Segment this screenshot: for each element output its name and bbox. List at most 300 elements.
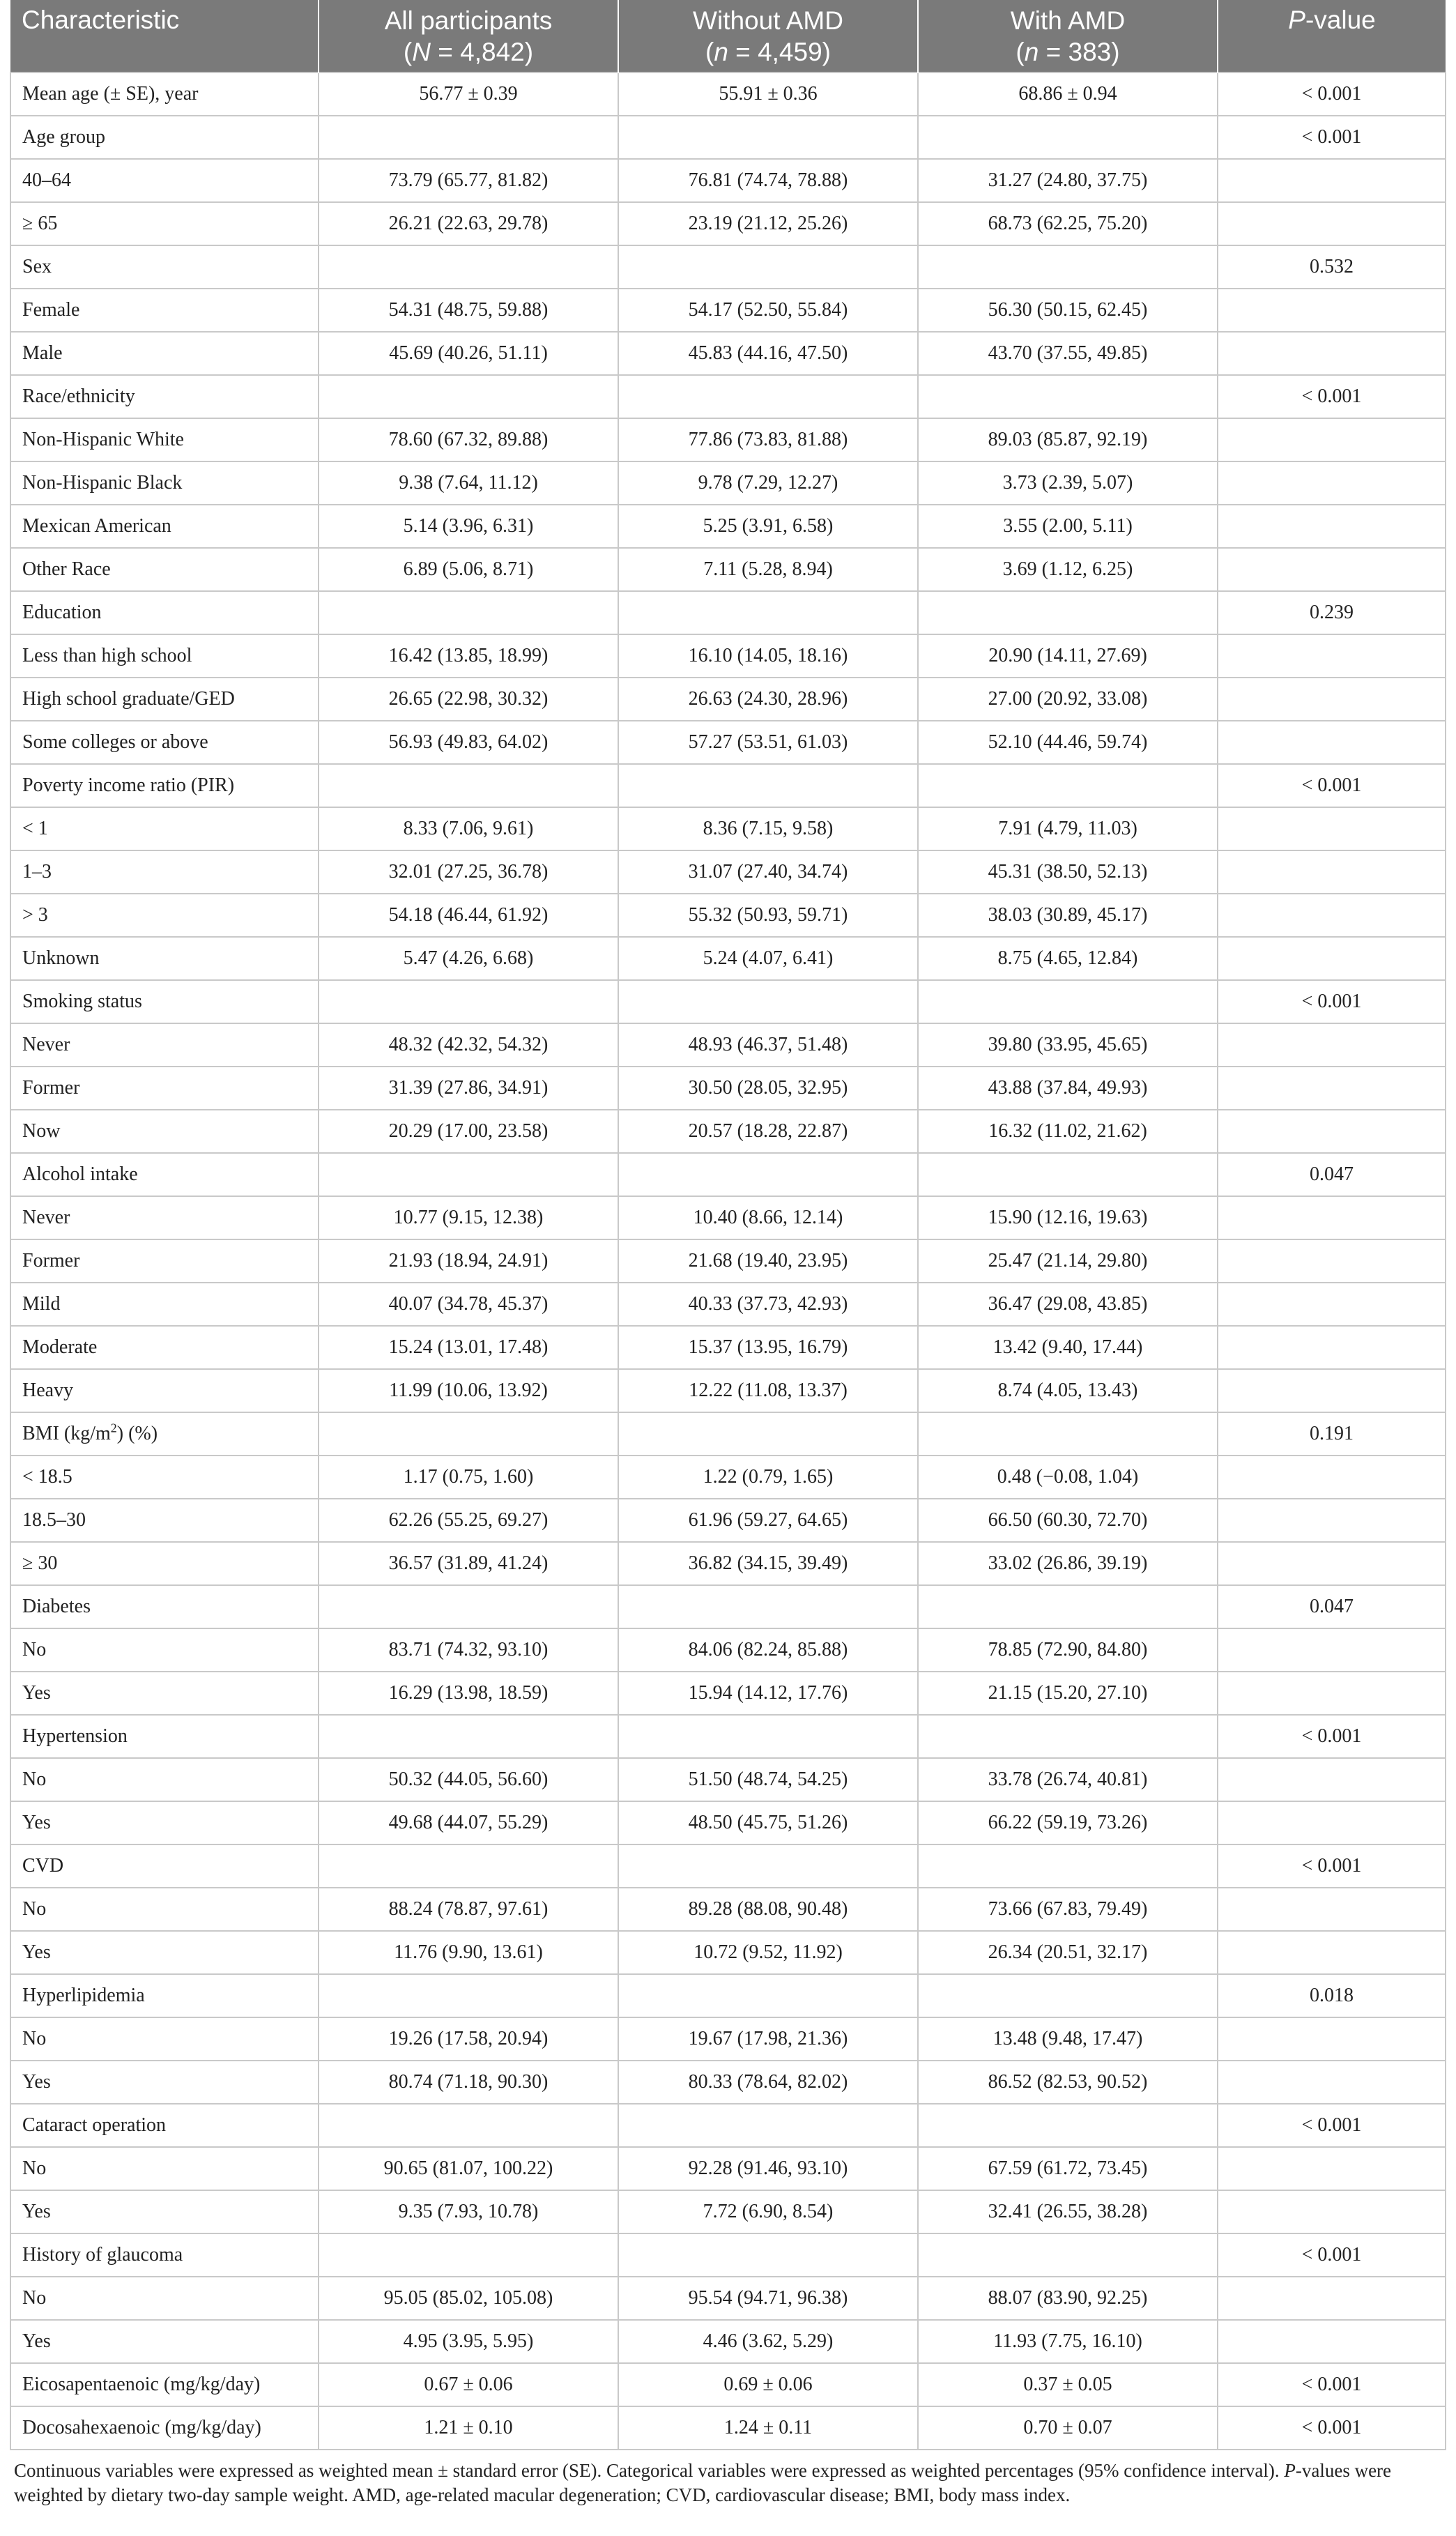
cell-with-amd: 78.85 (72.90, 84.80) [918, 1628, 1218, 1672]
cell-p-value: 0.047 [1218, 1153, 1446, 1196]
row-label-text: No [22, 1639, 47, 1660]
cell-all-participants: 56.93 (49.83, 64.02) [319, 721, 618, 764]
cell-without-amd: 61.96 (59.27, 64.65) [618, 1499, 918, 1542]
cell-with-amd [918, 2233, 1218, 2277]
row-label-text: Some colleges or above [22, 731, 208, 753]
cell-without-amd: 0.69 ± 0.06 [618, 2363, 918, 2406]
row-label-text: ≥ 65 [22, 213, 58, 234]
row-label [10, 1628, 319, 1672]
cell-with-amd: 8.74 (4.05, 13.43) [918, 1369, 1218, 1412]
table-row [10, 894, 1446, 937]
cell-all-participants: 36.57 (31.89, 41.24) [319, 1542, 618, 1585]
cell-with-amd: 15.90 (12.16, 19.63) [918, 1196, 1218, 1239]
cell-with-amd: 8.75 (4.65, 12.84) [918, 937, 1218, 980]
cell-p-value: < 0.001 [1218, 2406, 1446, 2450]
cell-all-participants: 95.05 (85.02, 105.08) [319, 2277, 618, 2320]
footnote-p-letter: P [1284, 2460, 1296, 2481]
row-label-text: High school graduate/GED [22, 688, 235, 710]
table-row [10, 505, 1446, 548]
cell-with-amd: 56.30 (50.15, 62.45) [918, 289, 1218, 332]
cell-with-amd: 68.86 ± 0.94 [918, 72, 1218, 116]
table-row [10, 418, 1446, 461]
cell-without-amd [618, 116, 918, 159]
cell-without-amd: 51.50 (48.74, 54.25) [618, 1758, 918, 1801]
cell-all-participants: 40.07 (34.78, 45.37) [319, 1283, 618, 1326]
cell-p-value [1218, 1888, 1446, 1931]
cell-without-amd: 77.86 (73.83, 81.88) [618, 418, 918, 461]
cell-with-amd: 67.59 (61.72, 73.45) [918, 2147, 1218, 2190]
cell-with-amd: 13.48 (9.48, 17.47) [918, 2017, 1218, 2061]
cell-all-participants [319, 245, 618, 289]
row-label-text: Hyperlipidemia [22, 1985, 145, 2006]
cell-p-value [1218, 807, 1446, 850]
cell-without-amd [618, 980, 918, 1023]
cell-without-amd: 7.11 (5.28, 8.94) [618, 548, 918, 591]
cell-all-participants: 5.47 (4.26, 6.68) [319, 937, 618, 980]
cell-with-amd [918, 1585, 1218, 1628]
table-row [10, 1758, 1446, 1801]
cell-p-value [1218, 159, 1446, 202]
cell-without-amd [618, 2104, 918, 2147]
table-header [10, 0, 1446, 72]
cell-with-amd: 86.52 (82.53, 90.52) [918, 2061, 1218, 2104]
row-label [10, 1023, 319, 1067]
table-row [10, 375, 1446, 418]
table-row [10, 1974, 1446, 2017]
table-row [10, 1326, 1446, 1369]
table-row [10, 634, 1446, 678]
table-row [10, 289, 1446, 332]
header-all-title: All participants [384, 6, 553, 35]
cell-without-amd: 89.28 (88.08, 90.48) [618, 1888, 918, 1931]
row-label [10, 1456, 319, 1499]
row-label [10, 2017, 319, 2061]
cell-with-amd: 13.42 (9.40, 17.44) [918, 1326, 1218, 1369]
row-label [10, 1153, 319, 1196]
cell-with-amd: 20.90 (14.11, 27.69) [918, 634, 1218, 678]
cell-all-participants [319, 1844, 618, 1888]
cell-with-amd: 89.03 (85.87, 92.19) [918, 418, 1218, 461]
row-label [10, 721, 319, 764]
cell-all-participants: 78.60 (67.32, 89.88) [319, 418, 618, 461]
row-label-text: Docosahexaenoic (mg/kg/day) [22, 2417, 261, 2438]
cell-with-amd [918, 764, 1218, 807]
cell-without-amd: 5.24 (4.07, 6.41) [618, 937, 918, 980]
row-label-text: 1–3 [22, 861, 52, 883]
header-without-n-value: 4,459 [758, 37, 822, 66]
row-label-text: Now [22, 1120, 61, 1142]
cell-with-amd: 11.93 (7.75, 16.10) [918, 2320, 1218, 2363]
cell-p-value [1218, 1499, 1446, 1542]
header-characteristic: Characteristic [10, 0, 319, 72]
row-label [10, 1758, 319, 1801]
cell-with-amd: 33.02 (26.86, 39.19) [918, 1542, 1218, 1585]
row-label [10, 1110, 319, 1153]
row-label [10, 1888, 319, 1931]
cell-all-participants: 9.38 (7.64, 11.12) [319, 461, 618, 505]
cell-all-participants: 48.32 (42.32, 54.32) [319, 1023, 618, 1067]
row-label-text: Less than high school [22, 645, 192, 666]
header-p-suffix: -value [1305, 6, 1376, 34]
table-row [10, 1239, 1446, 1283]
row-label [10, 505, 319, 548]
cell-all-participants: 83.71 (74.32, 93.10) [319, 1628, 618, 1672]
row-label-text: Female [22, 299, 80, 321]
cell-p-value [1218, 202, 1446, 245]
cell-without-amd [618, 1844, 918, 1888]
cell-with-amd [918, 2104, 1218, 2147]
cell-with-amd: 3.73 (2.39, 5.07) [918, 461, 1218, 505]
cell-p-value: < 0.001 [1218, 1844, 1446, 1888]
cell-all-participants: 11.76 (9.90, 13.61) [319, 1931, 618, 1974]
cell-p-value [1218, 2320, 1446, 2363]
row-label [10, 1801, 319, 1844]
cell-all-participants: 73.79 (65.77, 81.82) [319, 159, 618, 202]
row-label-text: Yes [22, 1941, 51, 1963]
table-row [10, 1153, 1446, 1196]
row-label-text: Moderate [22, 1336, 98, 1358]
cell-p-value: < 0.001 [1218, 2233, 1446, 2277]
cell-p-value [1218, 2147, 1446, 2190]
cell-all-participants: 19.26 (17.58, 20.94) [319, 2017, 618, 2061]
footnote-part1: Continuous variables were expressed as weighted mean ± standard error (SE). Categorical variables were expressed as weighted percentages (95% confidence interval). [14, 2460, 1285, 2481]
row-label [10, 2147, 319, 2190]
cell-p-value: < 0.001 [1218, 72, 1446, 116]
cell-all-participants: 26.21 (22.63, 29.78) [319, 202, 618, 245]
row-label-text: Education [22, 602, 102, 623]
cell-all-participants: 32.01 (27.25, 36.78) [319, 850, 618, 894]
row-label [10, 850, 319, 894]
cell-without-amd: 20.57 (18.28, 22.87) [618, 1110, 918, 1153]
cell-without-amd [618, 1412, 918, 1456]
cell-without-amd: 55.32 (50.93, 59.71) [618, 894, 918, 937]
table-row [10, 2190, 1446, 2233]
cell-all-participants: 1.17 (0.75, 1.60) [319, 1456, 618, 1499]
header-without-n-var: n [714, 37, 728, 66]
row-label [10, 2406, 319, 2450]
row-label [10, 1974, 319, 2017]
table-row [10, 1196, 1446, 1239]
table-row [10, 1023, 1446, 1067]
table-row [10, 1888, 1446, 1931]
cell-with-amd: 3.69 (1.12, 6.25) [918, 548, 1218, 591]
cell-all-participants [319, 1715, 618, 1758]
cell-p-value: < 0.001 [1218, 2104, 1446, 2147]
cell-p-value [1218, 1801, 1446, 1844]
cell-all-participants: 11.99 (10.06, 13.92) [319, 1369, 618, 1412]
cell-without-amd: 16.10 (14.05, 18.16) [618, 634, 918, 678]
cell-p-value [1218, 289, 1446, 332]
cell-with-amd [918, 1844, 1218, 1888]
table-footnote [10, 2459, 1445, 2507]
cell-with-amd: 43.70 (37.55, 49.85) [918, 332, 1218, 375]
row-label [10, 1672, 319, 1715]
cell-without-amd: 80.33 (78.64, 82.02) [618, 2061, 918, 2104]
cell-with-amd: 0.70 ± 0.07 [918, 2406, 1218, 2450]
table-row [10, 2320, 1446, 2363]
row-label [10, 591, 319, 634]
row-label-text: Sex [22, 256, 52, 277]
cell-without-amd: 15.37 (13.95, 16.79) [618, 1326, 918, 1369]
row-label-text: Non-Hispanic Black [22, 472, 183, 494]
cell-all-participants: 10.77 (9.15, 12.38) [319, 1196, 618, 1239]
row-label-text: Yes [22, 2330, 51, 2352]
cell-with-amd: 3.55 (2.00, 5.11) [918, 505, 1218, 548]
cell-without-amd: 1.22 (0.79, 1.65) [618, 1456, 918, 1499]
cell-without-amd: 9.78 (7.29, 12.27) [618, 461, 918, 505]
cell-without-amd: 57.27 (53.51, 61.03) [618, 721, 918, 764]
header-with-n: (n = 383) [1016, 37, 1120, 66]
row-label-text: 40–64 [22, 169, 71, 191]
cell-p-value [1218, 2277, 1446, 2320]
cell-with-amd [918, 1412, 1218, 1456]
header-without-n: (n = 4,459) [705, 37, 831, 66]
cell-p-value: < 0.001 [1218, 375, 1446, 418]
cell-without-amd: 76.81 (74.74, 78.88) [618, 159, 918, 202]
table-row [10, 1542, 1446, 1585]
row-label [10, 2061, 319, 2104]
row-label-text: Smoking status [22, 991, 142, 1012]
cell-without-amd [618, 1715, 918, 1758]
table-row [10, 2061, 1446, 2104]
row-label [10, 1931, 319, 1974]
row-label-text: BMI (kg/m [22, 1423, 111, 1444]
cell-all-participants: 15.24 (13.01, 17.48) [319, 1326, 618, 1369]
cell-all-participants: 8.33 (7.06, 9.61) [319, 807, 618, 850]
table-row [10, 1499, 1446, 1542]
cell-without-amd: 84.06 (82.24, 85.88) [618, 1628, 918, 1672]
cell-with-amd: 45.31 (38.50, 52.13) [918, 850, 1218, 894]
row-label [10, 2233, 319, 2277]
cell-with-amd: 21.15 (15.20, 27.10) [918, 1672, 1218, 1715]
row-label [10, 461, 319, 505]
cell-with-amd: 73.66 (67.83, 79.49) [918, 1888, 1218, 1931]
cell-without-amd: 55.91 ± 0.36 [618, 72, 918, 116]
table-row [10, 1067, 1446, 1110]
row-label [10, 2320, 319, 2363]
cell-with-amd [918, 375, 1218, 418]
cell-with-amd: 68.73 (62.25, 75.20) [918, 202, 1218, 245]
row-label [10, 418, 319, 461]
table-row [10, 678, 1446, 721]
cell-all-participants [319, 116, 618, 159]
cell-without-amd: 10.40 (8.66, 12.14) [618, 1196, 918, 1239]
cell-with-amd [918, 980, 1218, 1023]
table-row [10, 937, 1446, 980]
row-label [10, 2363, 319, 2406]
table-row [10, 2363, 1446, 2406]
row-label-text: Never [22, 1034, 70, 1055]
row-label [10, 332, 319, 375]
table-row [10, 1801, 1446, 1844]
cell-without-amd: 48.93 (46.37, 51.48) [618, 1023, 918, 1067]
footnote-part2: -values were weighted by dietary two-day sample weight. AMD, age-related macular degeneration; CVD, cardiovascular disease; BMI, body mass index. [14, 2460, 1392, 2505]
cell-without-amd: 30.50 (28.05, 32.95) [618, 1067, 918, 1110]
cell-p-value: < 0.001 [1218, 2363, 1446, 2406]
cell-without-amd [618, 591, 918, 634]
cell-without-amd: 10.72 (9.52, 11.92) [618, 1931, 918, 1974]
table-row [10, 72, 1446, 116]
row-label-text: Diabetes [22, 1596, 91, 1617]
cell-p-value [1218, 1369, 1446, 1412]
table-row [10, 116, 1446, 159]
cell-p-value [1218, 1326, 1446, 1369]
row-label-text: ≥ 30 [22, 1552, 58, 1574]
cell-all-participants [319, 980, 618, 1023]
baseline-characteristics-table [10, 0, 1446, 2450]
cell-with-amd: 38.03 (30.89, 45.17) [918, 894, 1218, 937]
row-label-text: Other Race [22, 558, 111, 580]
cell-without-amd: 40.33 (37.73, 42.93) [618, 1283, 918, 1326]
cell-all-participants: 45.69 (40.26, 51.11) [319, 332, 618, 375]
cell-p-value [1218, 2190, 1446, 2233]
row-label [10, 245, 319, 289]
cell-p-value [1218, 1931, 1446, 1974]
cell-p-value [1218, 2017, 1446, 2061]
row-label-text: Yes [22, 1812, 51, 1833]
cell-with-amd [918, 245, 1218, 289]
cell-with-amd: 26.34 (20.51, 32.17) [918, 1931, 1218, 1974]
row-label-text: No [22, 1769, 47, 1790]
cell-with-amd: 7.91 (4.79, 11.03) [918, 807, 1218, 850]
cell-all-participants: 1.21 ± 0.10 [319, 2406, 618, 2450]
row-label-text: CVD [22, 1855, 64, 1877]
cell-with-amd: 32.41 (26.55, 38.28) [918, 2190, 1218, 2233]
cell-all-participants [319, 2104, 618, 2147]
cell-all-participants [319, 1153, 618, 1196]
row-label-text: Heavy [22, 1380, 74, 1401]
cell-with-amd: 39.80 (33.95, 45.65) [918, 1023, 1218, 1067]
row-label [10, 72, 319, 116]
header-row [10, 0, 1446, 72]
row-label-text: Eicosapentaenoic (mg/kg/day) [22, 2374, 261, 2395]
row-label [10, 980, 319, 1023]
row-label [10, 1499, 319, 1542]
header-p-value [1218, 0, 1446, 72]
cell-all-participants [319, 764, 618, 807]
row-label-text: Never [22, 1207, 70, 1228]
table-row [10, 721, 1446, 764]
header-p-letter: P [1288, 6, 1305, 34]
cell-with-amd [918, 591, 1218, 634]
cell-p-value: 0.532 [1218, 245, 1446, 289]
row-label-text: No [22, 2287, 47, 2309]
table-row [10, 2277, 1446, 2320]
table-row [10, 2017, 1446, 2061]
row-label-text: Alcohol intake [22, 1163, 138, 1185]
cell-all-participants [319, 1974, 618, 2017]
cell-p-value: 0.239 [1218, 591, 1446, 634]
cell-without-amd: 36.82 (34.15, 39.49) [618, 1542, 918, 1585]
table-row [10, 245, 1446, 289]
table-row [10, 591, 1446, 634]
cell-p-value [1218, 1628, 1446, 1672]
table-row [10, 1283, 1446, 1326]
cell-p-value [1218, 418, 1446, 461]
cell-without-amd: 4.46 (3.62, 5.29) [618, 2320, 918, 2363]
cell-p-value [1218, 1067, 1446, 1110]
cell-without-amd: 92.28 (91.46, 93.10) [618, 2147, 918, 2190]
cell-without-amd: 31.07 (27.40, 34.74) [618, 850, 918, 894]
row-label [10, 807, 319, 850]
cell-without-amd: 12.22 (11.08, 13.37) [618, 1369, 918, 1412]
cell-with-amd: 0.48 (−0.08, 1.04) [918, 1456, 1218, 1499]
cell-p-value [1218, 1672, 1446, 1715]
cell-all-participants: 16.29 (13.98, 18.59) [319, 1672, 618, 1715]
cell-p-value [1218, 894, 1446, 937]
row-label-text: Non-Hispanic White [22, 429, 184, 450]
row-label-text: Former [22, 1250, 80, 1271]
row-label-text: Unknown [22, 947, 100, 969]
cell-without-amd: 54.17 (52.50, 55.84) [618, 289, 918, 332]
table-row [10, 548, 1446, 591]
cell-with-amd: 52.10 (44.46, 59.74) [918, 721, 1218, 764]
cell-without-amd: 5.25 (3.91, 6.58) [618, 505, 918, 548]
cell-without-amd: 95.54 (94.71, 96.38) [618, 2277, 918, 2320]
cell-all-participants: 6.89 (5.06, 8.71) [319, 548, 618, 591]
cell-all-participants: 54.18 (46.44, 61.92) [319, 894, 618, 937]
row-label [10, 634, 319, 678]
cell-all-participants [319, 1412, 618, 1456]
header-with-n-var: n [1024, 37, 1039, 66]
cell-p-value: 0.047 [1218, 1585, 1446, 1628]
cell-all-participants: 4.95 (3.95, 5.95) [319, 2320, 618, 2363]
cell-with-amd: 36.47 (29.08, 43.85) [918, 1283, 1218, 1326]
cell-p-value [1218, 505, 1446, 548]
header-all-n-var: N [412, 37, 431, 66]
cell-without-amd [618, 1974, 918, 2017]
row-label [10, 678, 319, 721]
cell-all-participants: 26.65 (22.98, 30.32) [319, 678, 618, 721]
table-row [10, 202, 1446, 245]
cell-all-participants: 21.93 (18.94, 24.91) [319, 1239, 618, 1283]
cell-without-amd [618, 2233, 918, 2277]
cell-with-amd [918, 116, 1218, 159]
row-label [10, 937, 319, 980]
table-row [10, 461, 1446, 505]
table-row [10, 850, 1446, 894]
cell-without-amd: 26.63 (24.30, 28.96) [618, 678, 918, 721]
cell-without-amd [618, 1153, 918, 1196]
row-label-text: Cataract operation [22, 2114, 167, 2136]
header-all-n-value: 4,842 [460, 37, 525, 66]
cell-without-amd [618, 1585, 918, 1628]
cell-with-amd: 25.47 (21.14, 29.80) [918, 1239, 1218, 1283]
header-without-amd [618, 0, 918, 72]
table-row [10, 807, 1446, 850]
table-row [10, 159, 1446, 202]
row-label-text: Race/ethnicity [22, 385, 135, 407]
row-label [10, 159, 319, 202]
cell-p-value [1218, 634, 1446, 678]
table-row [10, 1715, 1446, 1758]
cell-with-amd: 88.07 (83.90, 92.25) [918, 2277, 1218, 2320]
row-label [10, 1326, 319, 1369]
row-label-text: < 1 [22, 818, 48, 839]
row-label-text: Mexican American [22, 515, 171, 537]
cell-p-value: 0.191 [1218, 1412, 1446, 1456]
table-row [10, 332, 1446, 375]
table-row [10, 2147, 1446, 2190]
cell-all-participants: 49.68 (44.07, 55.29) [319, 1801, 618, 1844]
table-row [10, 2104, 1446, 2147]
row-label-text: Hypertension [22, 1725, 128, 1747]
cell-with-amd: 27.00 (20.92, 33.08) [918, 678, 1218, 721]
cell-p-value [1218, 1239, 1446, 1283]
cell-with-amd: 33.78 (26.74, 40.81) [918, 1758, 1218, 1801]
cell-p-value [1218, 1110, 1446, 1153]
table-row [10, 2233, 1446, 2277]
